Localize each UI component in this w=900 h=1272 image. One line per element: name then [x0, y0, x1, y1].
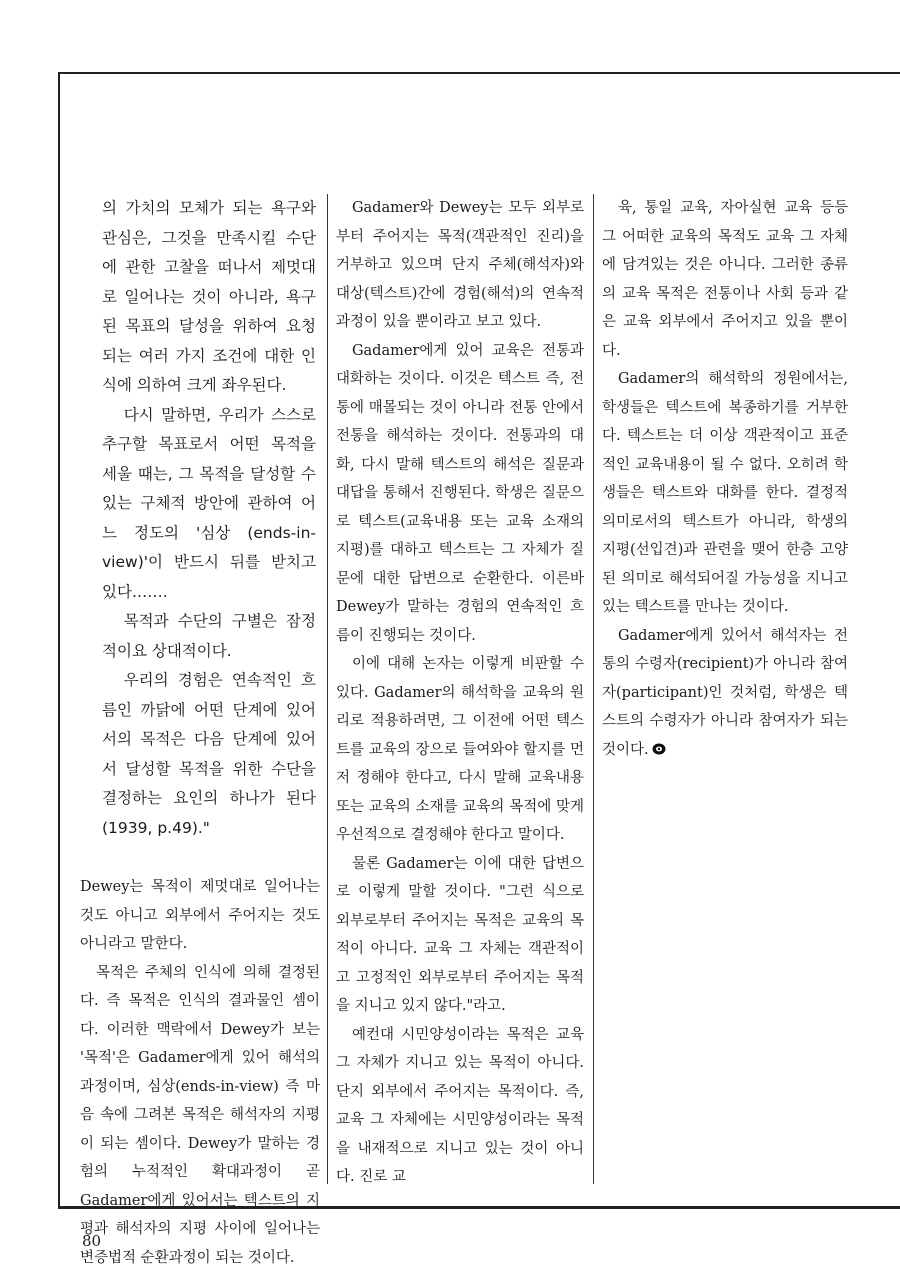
quote-paragraph-3: 목적과 수단의 구별은 잠정적이요 상대적이다. [102, 607, 316, 666]
body-paragraph: 예컨대 시민양성이라는 목적은 교육 그 자체가 지니고 있는 목적이 아니다. 단지 외부에서 주어지는 목적이다. 즉, 교육 그 자체에는 시민양성이라는 목적을 내재적으로 지니고 있는 것이 아니다. 진로 교 [336, 1021, 584, 1192]
end-of-article-icon [652, 743, 666, 755]
body-paragraph: 육, 통일 교육, 자아실현 교육 등등 그 어떠한 교육의 목적도 교육 그 자체에 담겨있는 것은 아니다. 그러한 종류의 교육 목적은 전통이나 사회 등과 같은 교육 외부에서 주어지고 있을 뿐이다. [602, 194, 848, 365]
column-1-body [80, 873, 320, 1272]
column-1 [80, 194, 320, 1272]
body-paragraph-last [602, 622, 848, 765]
body-paragraph: Gadamer와 Dewey는 모두 외부로부터 주어지는 목적(객관적인 진리)을 거부하고 있으며 단지 주체(해석자)와 대상(텍스트)간에 경험(해석)의 연속적 과정이 있을 뿐이라고 보고 있다. [336, 194, 584, 337]
quote-paragraph-2: 다시 말하면, 우리가 스스로 추구할 목표로서 어떤 목적을 세울 때는, 그 목적을 달성할 수 있는 구체적 방안에 관하여 어느 정도의 '심상 (ends-in-view)'이 반드시 뒤를 받치고 있다.…… [102, 401, 316, 608]
body-paragraph: 목적은 주체의 인식에 의해 결정된다. 즉 목적은 인식의 결과물인 셈이다. 이러한 맥락에서 Dewey가 보는 '목적'은 Gadamer에게 있어 해석의 과정이며, 심상(ends-in-view) 즉 마음 속에 그려본 목적은 해석자의 지평이 되는 셈이다. Dewey가 말하는 경험의 누적적인 확대과정이 곧 Gadamer에게 있어서는 텍스트의 지평과 해석자의 지평 사이에 일어나는 변증법적 순환과정이 되는 것이다. [80, 959, 320, 1272]
column-2 [336, 194, 584, 1192]
body-paragraph: Dewey는 목적이 제멋대로 일어나는 것도 아니고 외부에서 주어지는 것도 아니라고 말한다. [80, 873, 320, 959]
column-divider-1 [327, 194, 328, 1184]
quote-paragraph-4: 우리의 경험은 연속적인 흐름인 까닭에 어떤 단계에 있어서의 목적은 다음 단계에 있어서 달성할 목적을 위한 수단을 결정하는 요인의 하나가 된다(1939, p.49)." [102, 666, 316, 843]
column-divider-2 [593, 194, 594, 1184]
page-frame-top-rule [58, 72, 900, 74]
column-3 [602, 194, 848, 764]
last-paragraph-text: Gadamer에게 있어서 해석자는 전통의 수령자(recipient)가 아니라 참여자(participant)인 것처럼, 학생은 텍스트의 수령자가 아니라 참여자가 되는 것이다. [602, 628, 848, 758]
page-frame-left-rule [58, 72, 60, 1208]
page-number: 80 [82, 1232, 101, 1250]
body-paragraph: 물론 Gadamer는 이에 대한 답변으로 이렇게 말할 것이다. "그런 식으로 외부로부터 주어지는 목적은 교육의 목적이 아니다. 교육 그 자체는 객관적이고 고정적인 외부로부터 주어지는 목적을 지니고 있지 않다."라고. [336, 850, 584, 1021]
body-paragraph: Gadamer의 해석학의 정원에서는, 학생들은 텍스트에 복종하기를 거부한다. 텍스트는 더 이상 객관적이고 표준적인 교육내용이 될 수 없다. 오히려 학생들은 텍스트와 대화를 한다. 결정적 의미로서의 텍스트가 아니라, 학생의 지평(선입견)과 관련을 맺어 한층 고양된 의미로 해석되어질 가능성을 지니고 있는 텍스트를 만나는 것이다. [602, 365, 848, 622]
body-paragraph: Gadamer에게 있어 교육은 전통과 대화하는 것이다. 이것은 텍스트 즉, 전통에 매몰되는 것이 아니라 전통 안에서 전통을 해석하는 것이다. 전통과의 대화, 다시 말해 텍스트의 해석은 질문과 대답을 통해서 진행된다. 학생은 질문으로 텍스트(교육내용 또는 교육 소재의 지평)를 대하고 텍스트는 그 자체가 질문에 대한 답변으로 순환한다. 이른바 Dewey가 말하는 경험의 연속적인 흐름이 진행되는 것이다. [336, 337, 584, 651]
block-quote [80, 194, 320, 843]
quote-paragraph-1: 의 가치의 모체가 되는 욕구와 관심은, 그것을 만족시킬 수단에 관한 고찰을 떠나서 제멋대로 일어나는 것이 아니라, 욕구된 목표의 달성을 위하여 요청되는 여러 가지 조건에 대한 인식에 의하여 크게 좌우된다. [102, 194, 316, 401]
body-paragraph: 이에 대해 논자는 이렇게 비판할 수 있다. Gadamer의 해석학을 교육의 원리로 적용하려면, 그 이전에 어떤 텍스트를 교육의 장으로 들여와야 할지를 먼저 정해야 한다고, 다시 말해 교육내용 또는 교육의 소재를 교육의 목적에 맞게 우선적으로 결정해야 한다고 말이다. [336, 650, 584, 850]
